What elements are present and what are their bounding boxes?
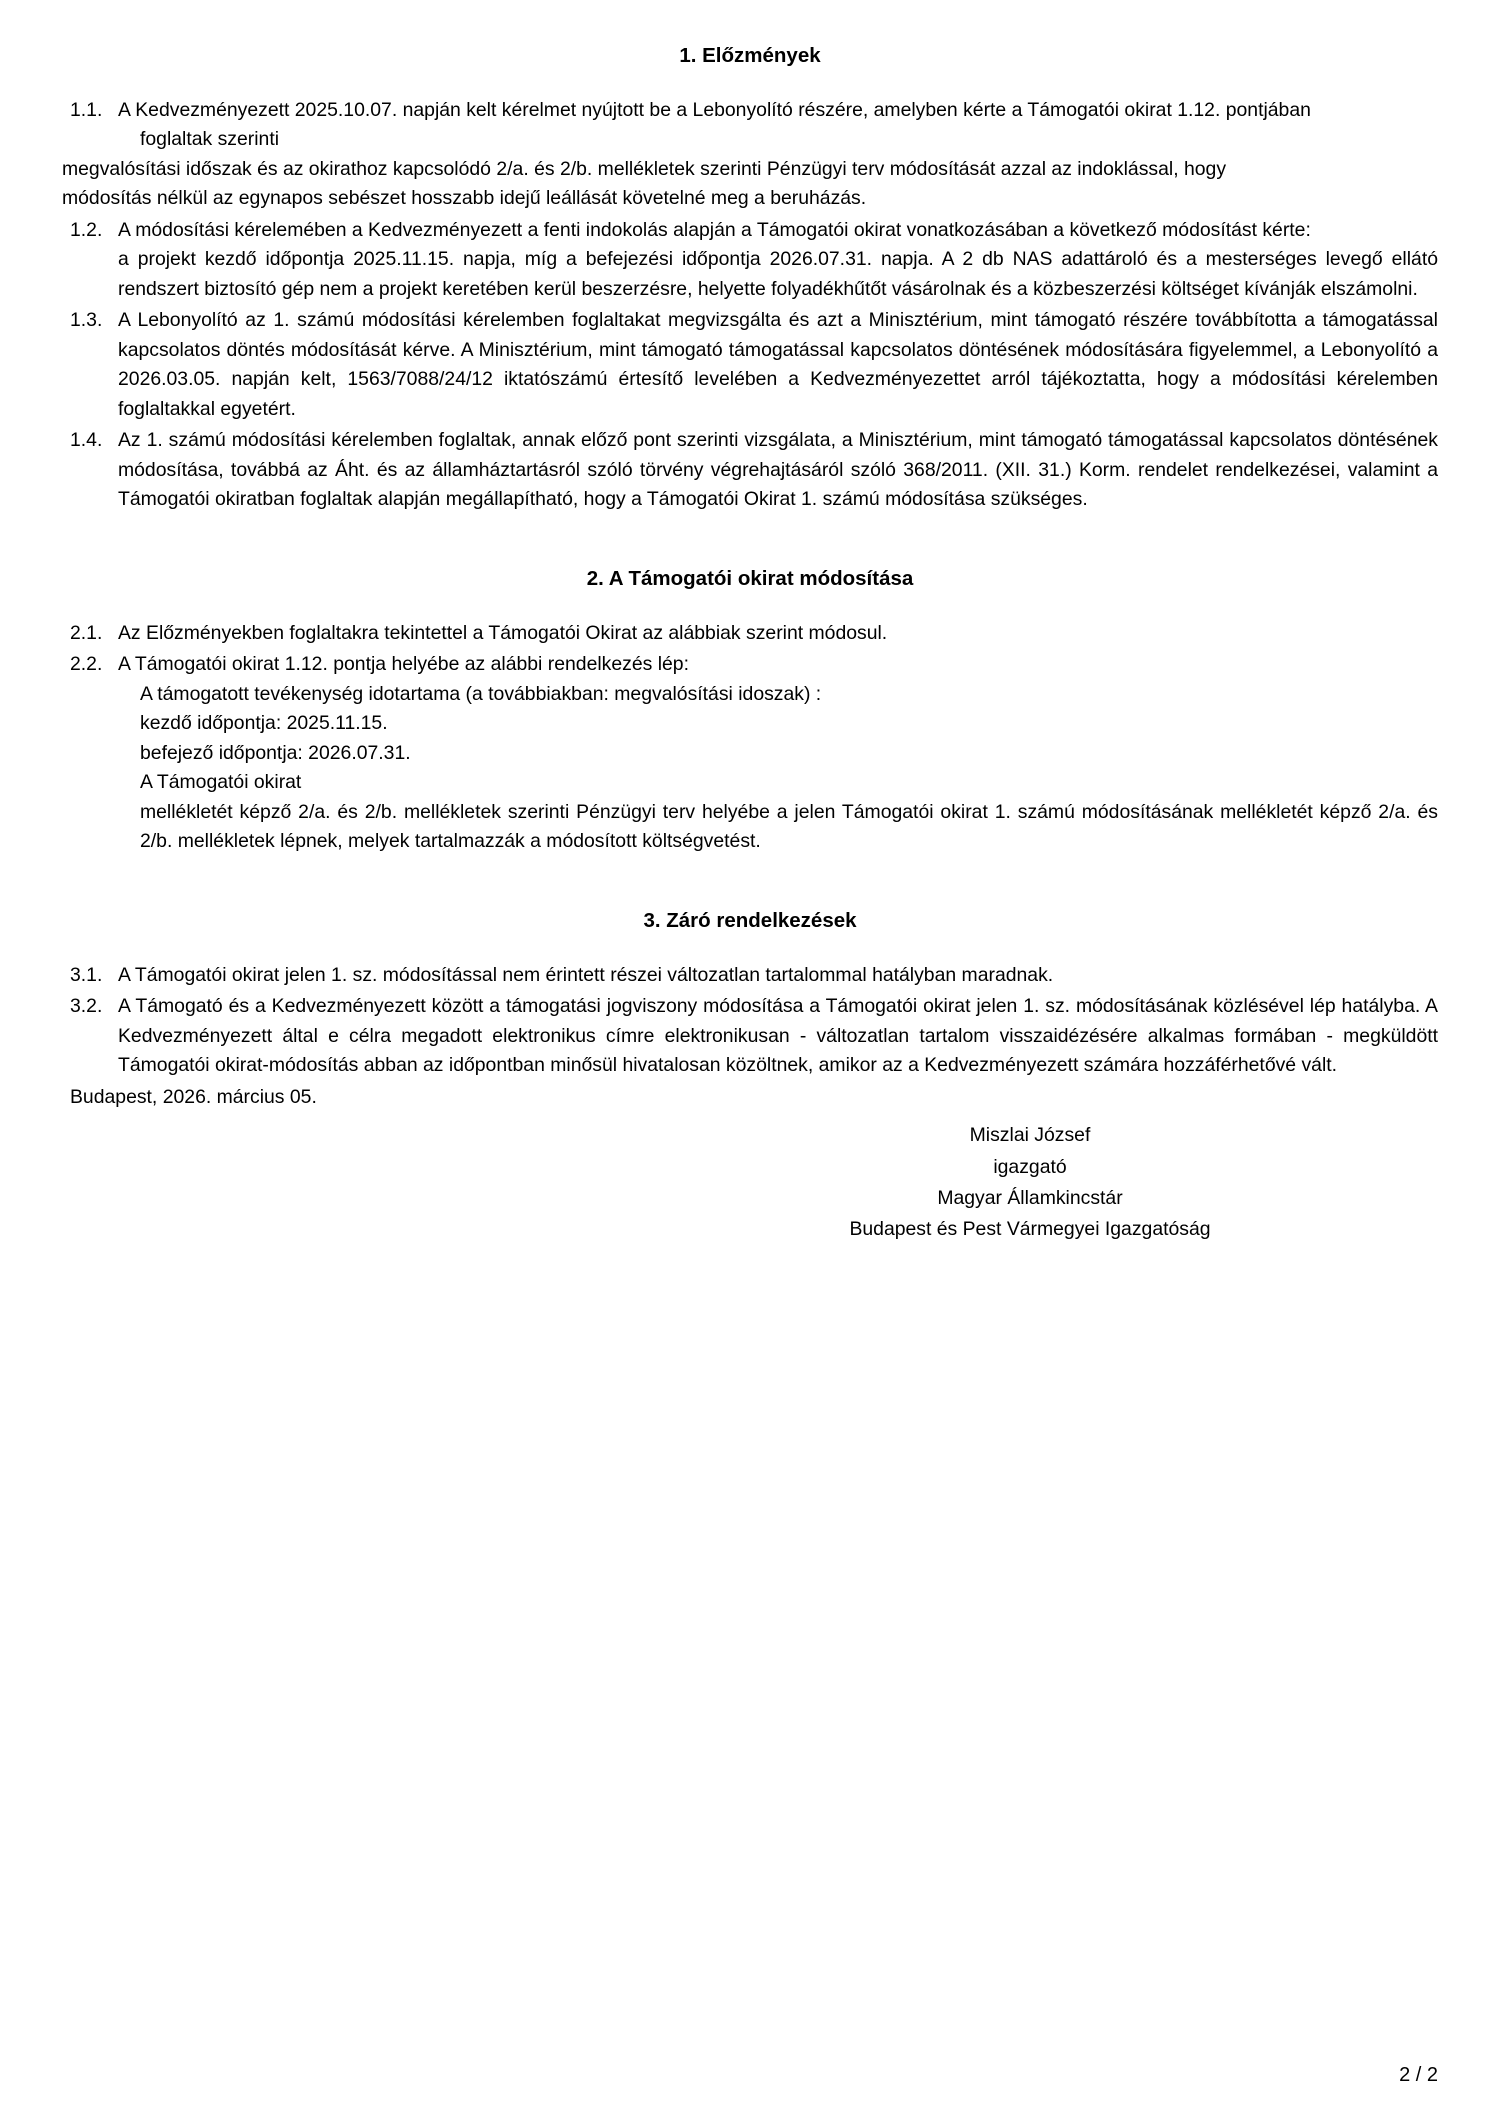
item-body [118,992,1438,1080]
item-number: 2.2. [70,653,103,676]
item-body [118,216,1438,304]
list-item [62,650,1438,856]
list-item [62,961,1438,990]
list-item [62,992,1438,1080]
item-body [118,306,1438,424]
list-item [62,619,1438,648]
list-item [62,216,1438,304]
item-body [118,619,1438,648]
item-line: A Támogató és a Kedvezményezett között a támogatási jogviszony módosítása a Támogatói okirat jelen 1. sz. módosításának közlésével lép hatályba. A Kedvezményezett által e célra megadott elektronikus címre elektronikusan - változatlan tartalom visszaidézésére alkalmas formában - megküldött Támogatói okirat-módosítás abban az időpontban minősül hivatalosan közöltnek, amikor az a Kedvezményezett számára hozzáférhetővé vált. [118,995,1438,1077]
item-line: foglaltak szerinti [140,128,280,151]
item-line: Az 1. számú módosítási kérelemben foglaltak, annak előző pont szerinti vizsgálata, a Minisztérium, mint támogató támogatással kapcsolatos döntésének módosítása, továbbá az Áht. és az államháztartásról szóló törvény végrehajtásáról szóló 368/2011. (XII. 31.) Korm. rendelet rendelkezései, valamint a Támogatói okiratban foglaltak alapján megállapítható, hogy a Támogatói Okirat 1. számú módosítása szükséges. [118,429,1438,511]
item-line: Az Előzményekben foglaltakra tekintettel a Támogatói Okirat az alábbiak szerint módosul. [118,621,888,644]
page-number: 2 / 2 [1399,2064,1438,2086]
item-line: mellékletét képző 2/a. és 2/b. mellékletek szerinti Pénzügyi terv helyébe a jelen Támogatói okirat 1. számú módosításának mellékletét képző 2/a. és 2/b. mellékletek lépnek, melyek tartalmazzák a módosított költségvetést. [140,800,1438,853]
item-line: A Lebonyolító az 1. számú módosítási kérelemben foglaltakat megvizsgálta és azt a Minisztérium, mint támogató részére továbbította a támogatással kapcsolatos döntés módosítását kérve. A Minisztérium, mint támogató támogatással kapcsolatos döntésének módosítására figyelemmel, a Lebonyolító a 2026.03.05. napján kelt, 1563/7088/24/12 iktatószámú értesítő levelében a Kedvezményezettet arról tájékoztatta, hogy a módosítási kérelemben foglaltakkal egyetért. [118,309,1438,420]
item-number: 1.2. [70,218,103,241]
signature-organization: Magyar Államkincstár [937,1186,1123,1209]
item-line: A Kedvezményezett 2025.10.07. napján kelt kérelmet nyújtott be a Lebonyolító részére, amelyben kérte a Támogatói okirat 1.12. pontjában [118,99,1311,121]
item-body [62,96,1438,214]
item-line: A Támogatói okirat [140,771,302,794]
list-item [62,306,1438,424]
list-item [62,426,1438,514]
item-line: módosítás nélkül az egynapos sebészet hosszabb idejű leállását követelné meg a beruházás. [62,187,867,210]
item-number: 1.4. [70,429,103,452]
section-1-title: 1. Előzmények [679,44,821,67]
item-body [118,650,1438,856]
item-line: A Támogatói okirat jelen 1. sz. módosítással nem érintett részei változatlan tartalommal hatályban maradnak. [118,963,1054,986]
item-line: a projekt kezdő időpontja 2025.11.15. napja, míg a befejezési időpontja 2026.07.31. napja. A 2 db NAS adattároló és a mesterséges levegő ellátó rendszert biztosító gép nem a projekt keretében kerül beszerzésre, helyette folyadékhűtőt vásárolnak és a közbeszerzési költséget kívánják elszámolni. [118,248,1438,300]
list-item [62,96,1438,214]
item-number: 2.1. [70,621,103,644]
item-line: A támogatott tevékenység idotartama (a továbbiakban: megvalósítási idoszak) : [140,682,822,705]
signature-name: Miszlai József [969,1124,1091,1147]
section-2-items [62,619,1438,857]
section-3-title: 3. Záró rendelkezések [643,908,857,932]
item-line: megvalósítási időszak és az okirathoz kapcsolódó 2/a. és 2/b. mellékletek szerinti Pénzügyi terv módosítását azzal az indoklással, hogy [62,157,1227,180]
item-number: 1.3. [70,309,103,332]
section-2-title: 2. A Támogatói okirat módosítása [586,566,914,590]
section-1-items [62,96,1438,515]
item-line: kezdő időpontja: 2025.11.15. [140,712,388,735]
item-line: A Támogatói okirat 1.12. pontja helyébe az alábbi rendelkezés lép: [118,653,689,676]
signature-position: igazgató [993,1155,1067,1178]
place-and-date: Budapest, 2026. március 05. [70,1085,317,1108]
item-number: 3.1. [70,963,103,986]
signature-block [62,1120,1438,1246]
item-body [118,426,1438,514]
section-3-items [62,961,1438,1081]
item-line: befejező időpontja: 2026.07.31. [140,741,411,764]
signature-department: Budapest és Pest Vármegyei Igazgatóság [849,1218,1211,1241]
item-number: 3.2. [70,995,103,1018]
item-body [118,961,1438,990]
item-number: 1.1. [70,99,103,121]
item-line: A módosítási kérelemében a Kedvezményezett a fenti indokolás alapján a Támogatói okirat vonatkozásában a következő módosítást kérte: [118,218,1311,241]
